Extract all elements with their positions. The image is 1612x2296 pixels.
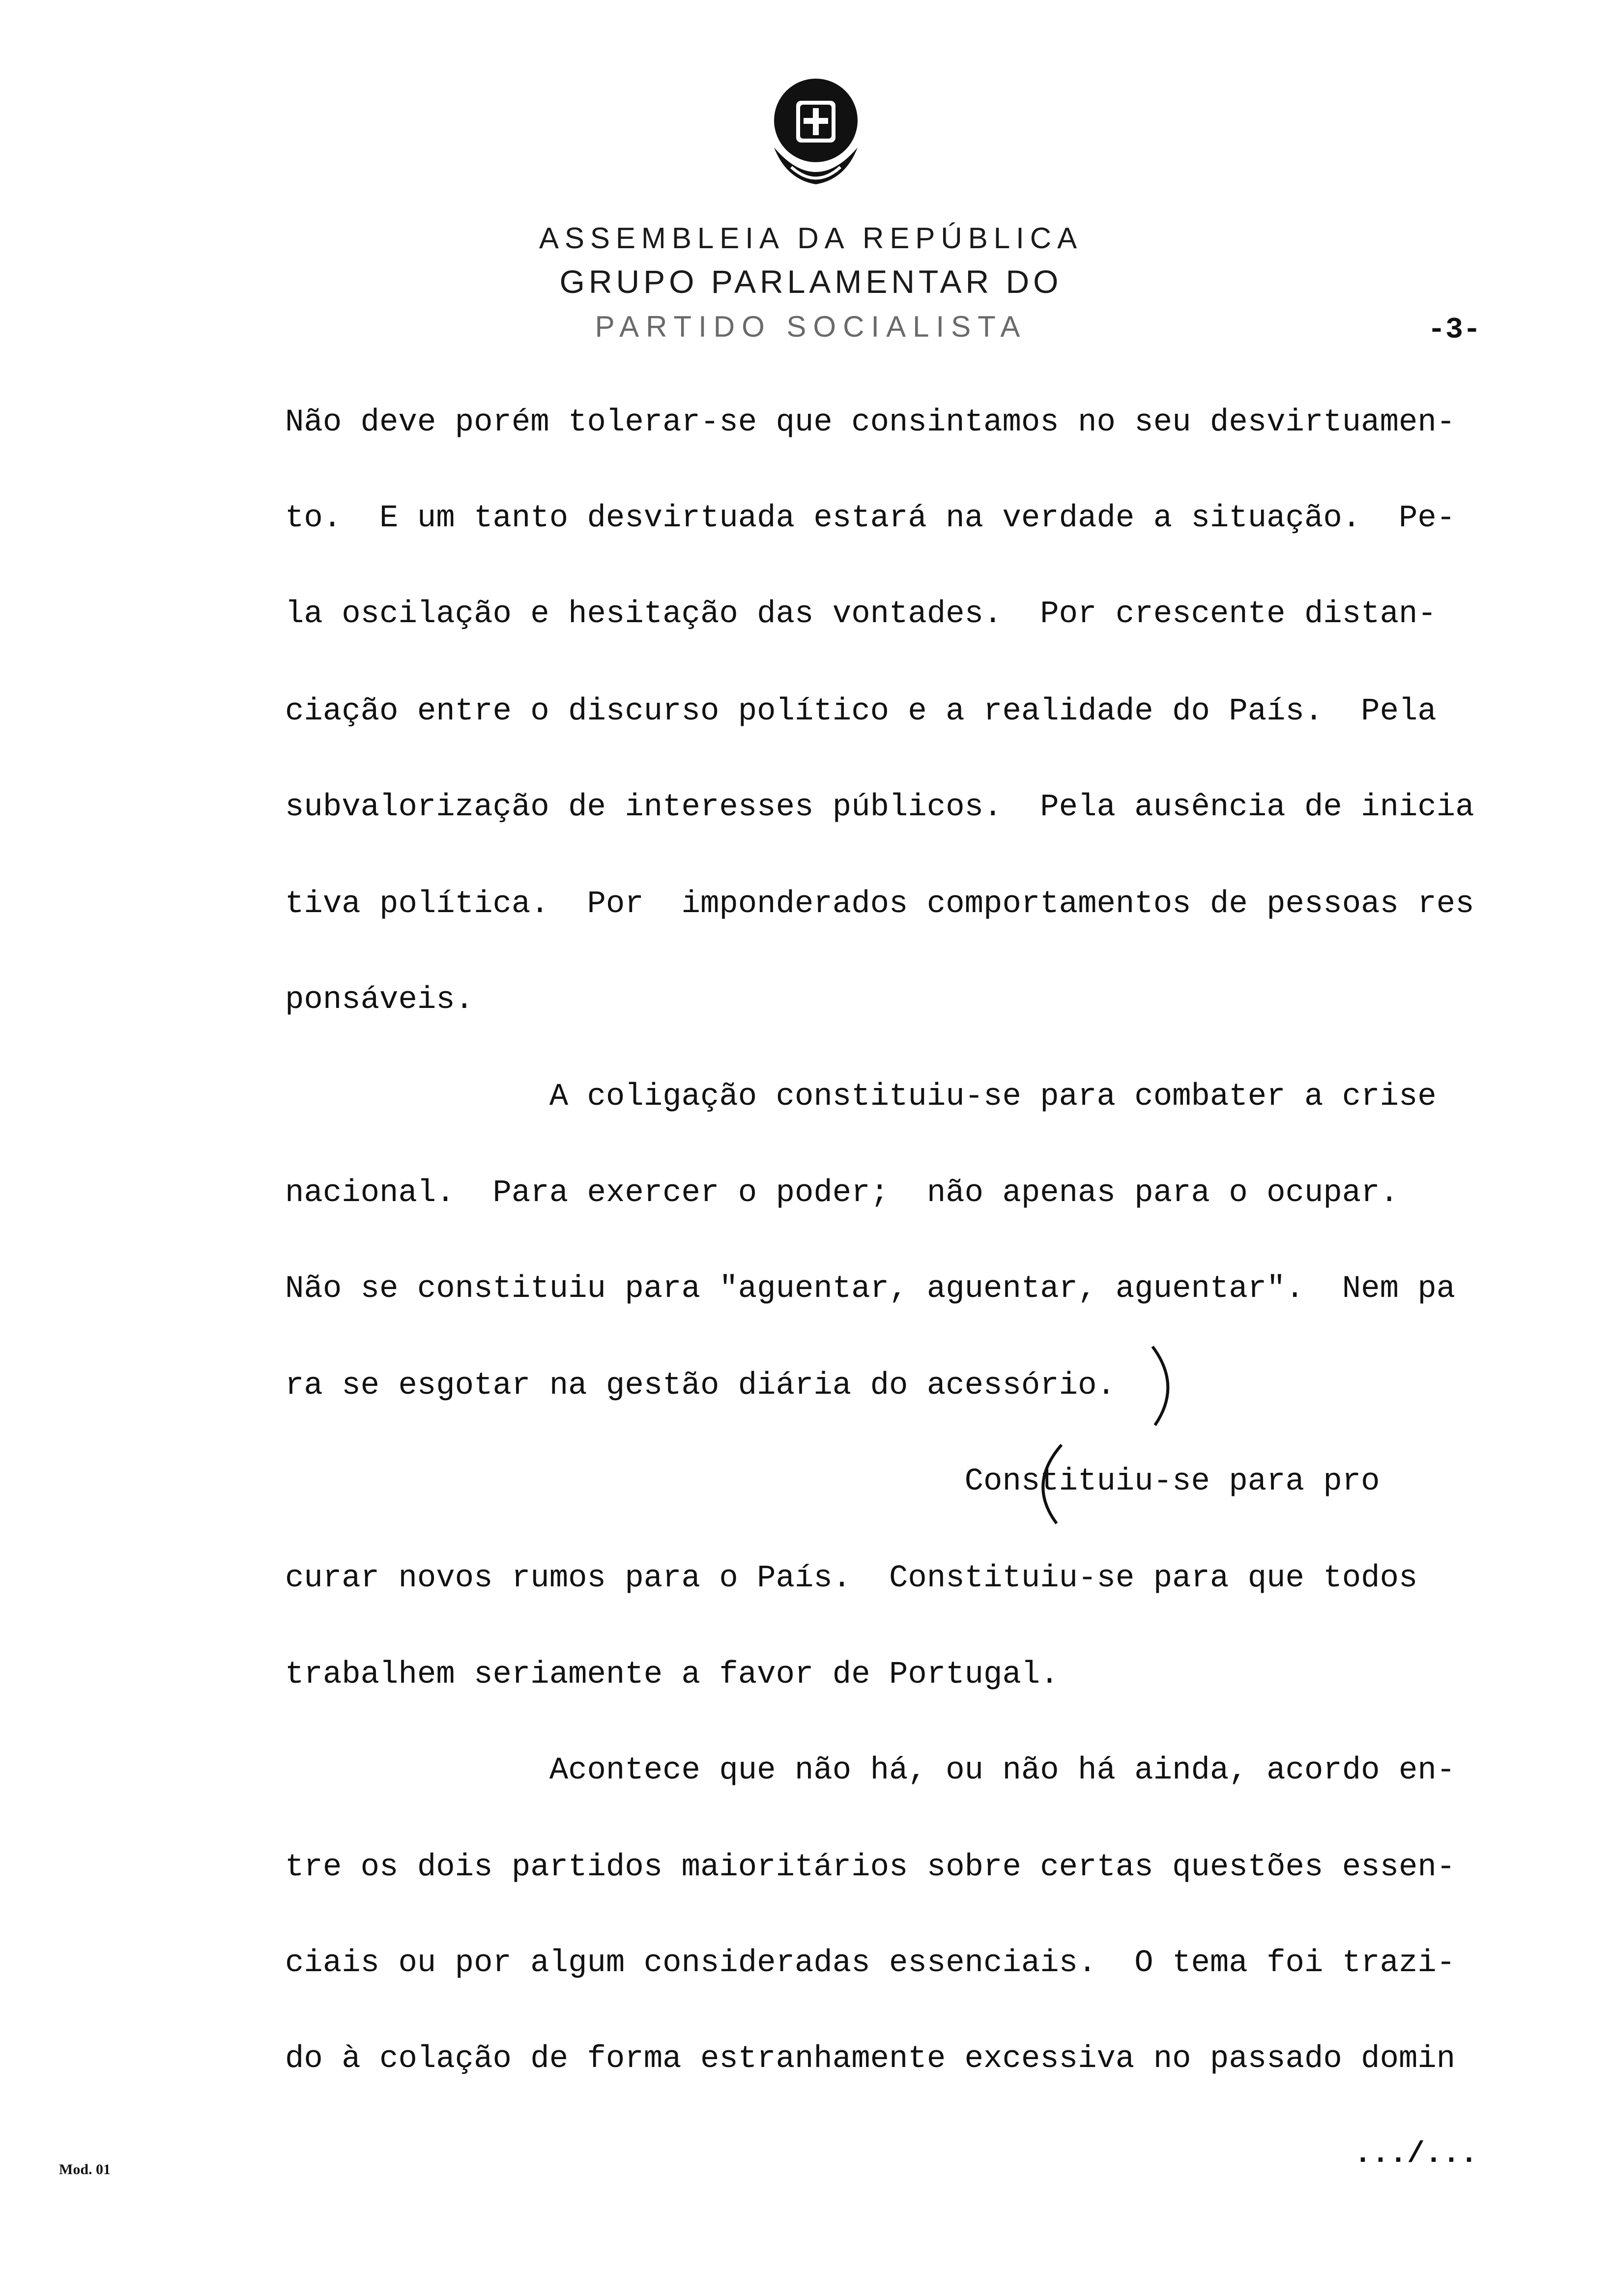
body-line: to. E um tanto desvirtuada estará na verdade a situação. Pe- <box>285 501 1456 536</box>
page-number: -3- <box>1428 314 1481 347</box>
body-line: Constituiu-se para pro <box>285 1464 1380 1499</box>
body-line: Não deve porém tolerar-se que consintamos no seu desvirtuamen- <box>285 405 1456 440</box>
coat-of-arms-icon <box>762 74 870 197</box>
body-line: tre os dois partidos maioritários sobre certas questões essen- <box>285 1850 1456 1885</box>
body-line: ciação entre o discurso político e a realidade do País. Pela <box>285 694 1437 729</box>
institution-name: ASSEMBLEIA DA REPÚBLICA <box>539 222 1083 255</box>
body-line: tiva política. Por imponderados comportamentos de pessoas res <box>285 887 1474 922</box>
body-line: trabalhem seriamente a favor de Portugal. <box>285 1657 1059 1693</box>
body-line: do à colação de forma estranhamente excessiva no passado domin <box>285 2041 1456 2077</box>
group-name: GRUPO PARLAMENTAR DO <box>559 263 1063 300</box>
body-line: Não se constituiu para "aguentar, aguentar, aguentar". Nem pa <box>285 1271 1456 1307</box>
body-line: A coligação constituiu-se para combater a crise <box>285 1079 1437 1115</box>
continuation-marker: .../... <box>1354 2138 1478 2171</box>
body-line: ciais ou por algum consideradas essenciais. O tema foi trazi- <box>285 1946 1456 1981</box>
body-line: Acontece que não há, ou não há ainda, acordo en- <box>285 1753 1456 1788</box>
form-code: Mod. 01 <box>59 2161 111 2178</box>
bracket-close-icon <box>1148 1342 1187 1433</box>
party-name: PARTIDO SOCIALISTA <box>595 310 1027 343</box>
bracket-open-icon <box>1027 1440 1066 1531</box>
body-line: ponsáveis. <box>285 982 474 1018</box>
body-line: subvalorização de interesses públicos. Pela ausência de inicia <box>285 790 1474 825</box>
body-line: curar novos rumos para o País. Constituiu-se para que todos <box>285 1561 1418 1596</box>
body-line: la oscilação e hesitação das vontades. Por crescente distan- <box>285 597 1437 632</box>
body-line: ra se esgotar na gestão diária do acessório. <box>285 1368 1116 1404</box>
body-line: nacional. Para exercer o poder; não apenas para o ocupar. <box>285 1176 1399 1211</box>
